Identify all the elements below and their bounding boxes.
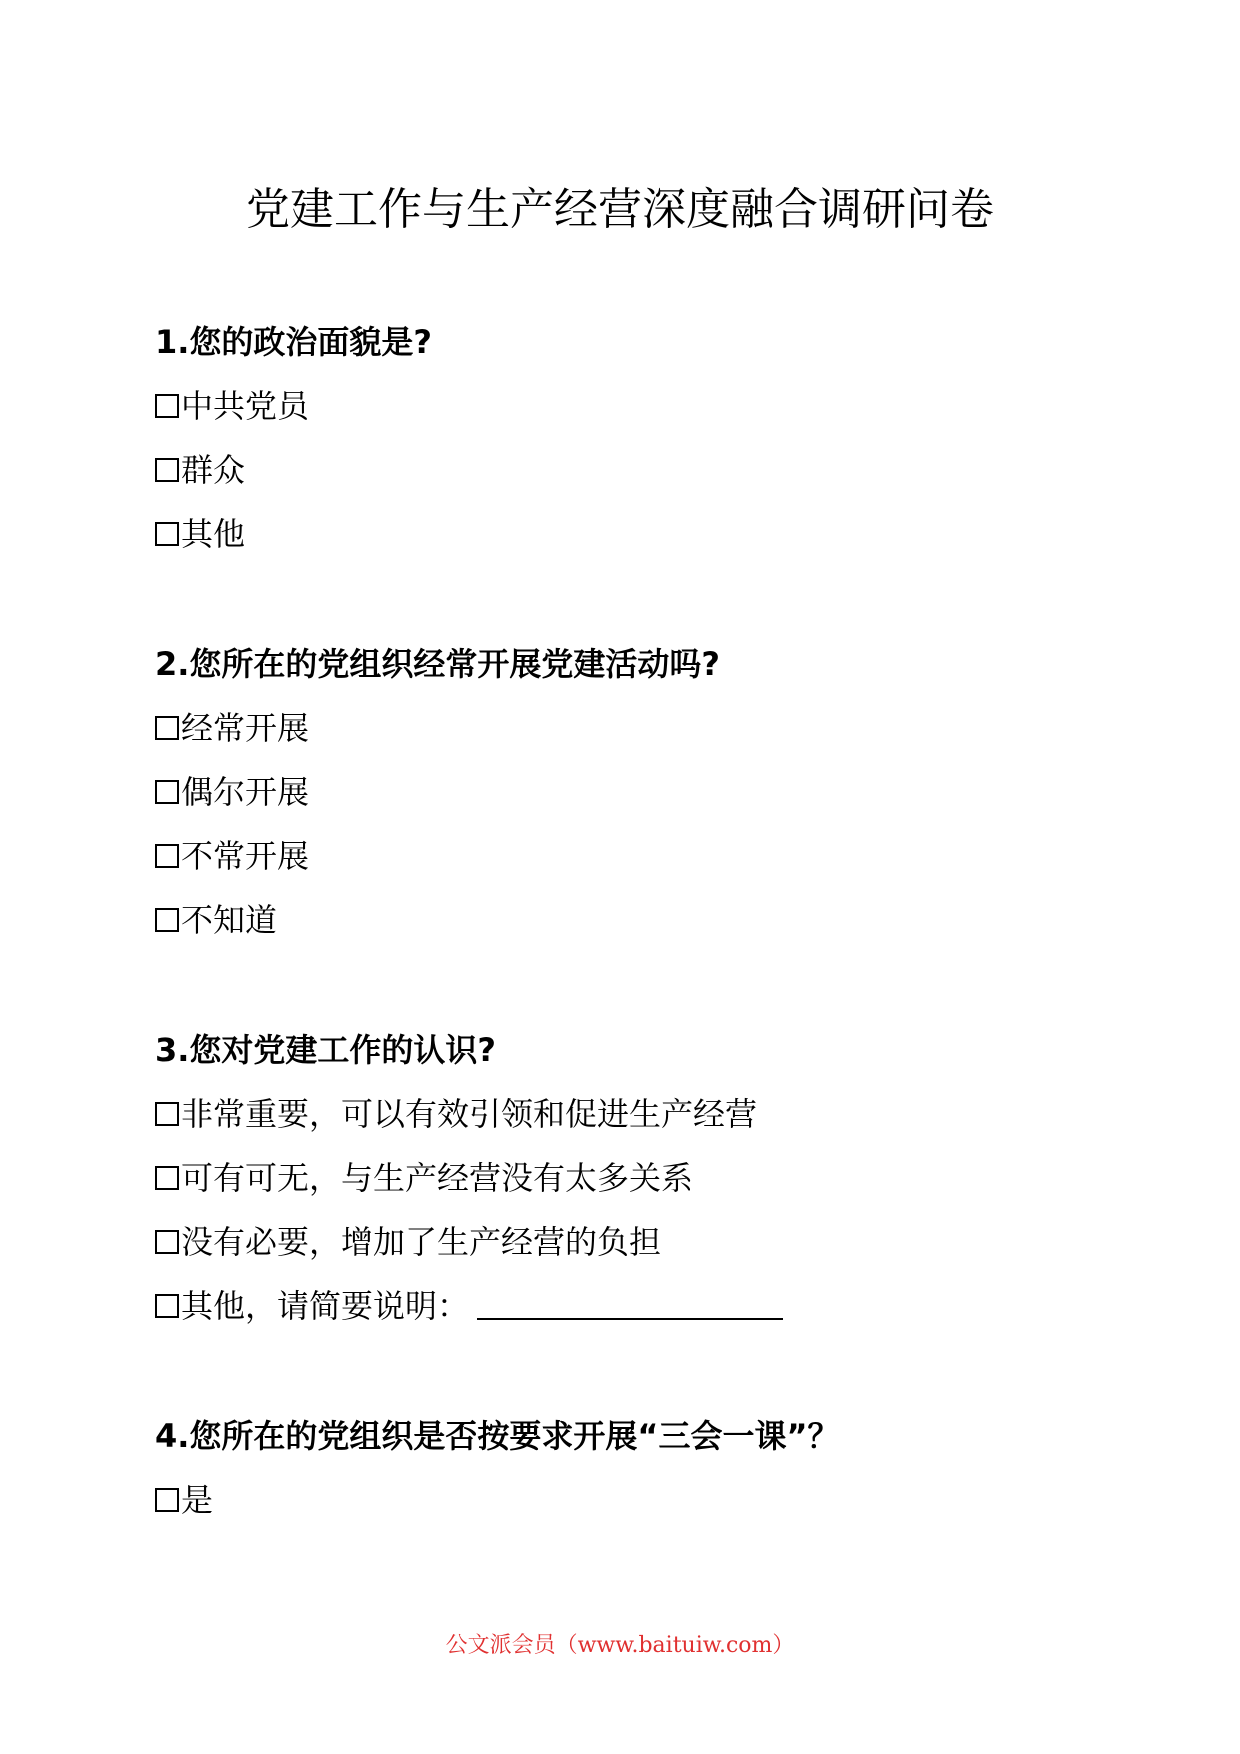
option-label: 不常开展 (181, 837, 310, 875)
option-q2-3[interactable] (155, 834, 309, 878)
checkbox[interactable] (155, 394, 179, 418)
option-label: 偶尔开展 (181, 773, 310, 811)
checkbox[interactable] (155, 716, 179, 740)
checkbox[interactable] (155, 1488, 179, 1512)
option-q2-2[interactable] (155, 770, 309, 814)
fill-in-blank-line[interactable] (477, 1318, 783, 1320)
question-4: 4.您所在的党组织是否按要求开展“三会一课”？ (155, 1417, 840, 1455)
option-q3-1[interactable] (155, 1092, 757, 1136)
page-title: 党建工作与生产经营深度融合调研问卷 (246, 184, 994, 235)
option-label: 中共党员 (181, 387, 310, 425)
checkbox[interactable] (155, 522, 179, 546)
checkbox[interactable] (155, 1166, 179, 1190)
option-q2-4[interactable] (155, 898, 277, 942)
option-q3-3[interactable] (155, 1220, 661, 1264)
option-label: 群众 (181, 451, 246, 489)
option-q2-1[interactable] (155, 706, 309, 750)
checkbox[interactable] (155, 1230, 179, 1254)
question-1: 1.您的政治面貌是? (155, 323, 432, 361)
checkbox[interactable] (155, 780, 179, 804)
option-q1-2[interactable] (155, 448, 245, 492)
option-label: 可有可无，与生产经营没有太多关系 (181, 1159, 694, 1197)
checkbox[interactable] (155, 1102, 179, 1126)
option-label: 不知道 (181, 901, 278, 939)
footer-watermark: 公文派会员（www.baituiw.com） (445, 1633, 795, 1658)
question-2: 2.您所在的党组织经常开展党建活动吗? (155, 645, 720, 683)
option-q3-4[interactable] (155, 1284, 783, 1328)
option-label: 其他 (181, 515, 246, 553)
option-label: 是 (181, 1481, 214, 1519)
checkbox[interactable] (155, 844, 179, 868)
option-label: 非常重要，可以有效引领和促进生产经营 (181, 1095, 758, 1133)
checkbox[interactable] (155, 1294, 179, 1318)
option-q1-3[interactable] (155, 512, 245, 556)
checkbox[interactable] (155, 458, 179, 482)
question-3: 3.您对党建工作的认识? (155, 1031, 496, 1069)
checkbox[interactable] (155, 908, 179, 932)
option-q4-1[interactable] (155, 1478, 213, 1522)
option-label: 没有必要，增加了生产经营的负担 (181, 1223, 662, 1261)
option-label: 其他，请简要说明： (181, 1287, 470, 1325)
option-q1-1[interactable] (155, 384, 309, 428)
option-label: 经常开展 (181, 709, 310, 747)
option-q3-2[interactable] (155, 1156, 693, 1200)
